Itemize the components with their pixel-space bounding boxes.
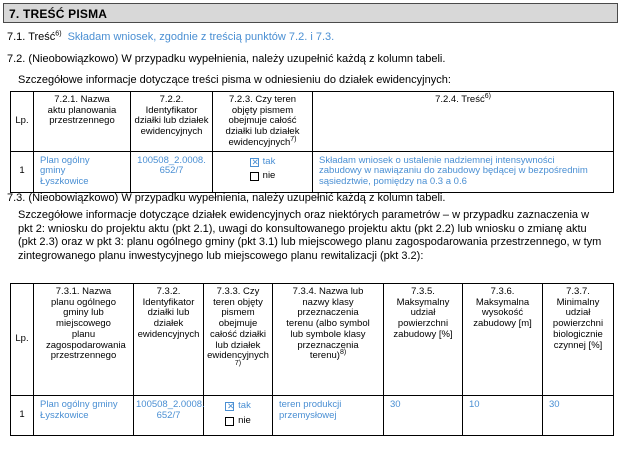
field-7-1-value: Składam wniosek, zgodnie z treścią punktów 7.2. i 7.3.: [67, 31, 335, 43]
col-header-7-2-4: 7.2.4. Treść$^{6)}$: [313, 92, 614, 152]
checkbox-checked-icon[interactable]: [225, 402, 234, 411]
footnote-6-marker: 6): [484, 92, 491, 100]
footnote-7-marker: 7): [234, 359, 242, 367]
cell-whole-parcel: [204, 396, 273, 436]
table-7-2-header-row: [11, 92, 614, 152]
table-7-3-row: [11, 396, 614, 436]
section-7-header-band: [3, 3, 618, 23]
footnote-8-marker: 8): [339, 349, 347, 357]
checkbox-unchecked-icon[interactable]: [225, 417, 234, 426]
cell-content: Składam wniosek o ustalenie nadziemnej intensywności zabudowy w nawiązaniu do zabudowy będącej w bezpośrednim sąsiedztwie, pomiędzy na 0.3 a 0.6: [313, 151, 614, 192]
section-title: 7. TREŚĆ PISMA: [9, 7, 108, 21]
cell-parcel-id: 100508_2.0008. 652/7: [134, 396, 204, 436]
checkbox-tak-label: tak: [262, 155, 276, 167]
col-header-lp: Lp.: [11, 284, 34, 396]
col-header-7-3-4: 7.3.4. Nazwa lub nazwy klasy przeznaczenia terenu (albo symbol lub symbole klasy przeznaczenia terenu)$^{8)}$: [273, 284, 384, 396]
col-header-7-3-5: 7.3.5. Maksymalny udział powierzchni zabudowy [%]: [384, 284, 463, 396]
col-header-7-3-6: 7.3.6. Maksymalna wysokość zabudowy [m]: [463, 284, 543, 396]
checkbox-row-tak: [215, 157, 310, 168]
table-7-2: [10, 91, 614, 193]
cell-act-name: Plan ogólny gminy Łyszkowice: [34, 151, 131, 192]
checkbox-row-nie: [206, 416, 270, 427]
checkbox-row-nie: [215, 171, 310, 182]
checkbox-unchecked-icon[interactable]: [250, 172, 259, 181]
col-header-7-2-1: 7.2.1. Nazwa aktu planowania przestrzennego: [34, 92, 131, 152]
col-header-7-3-2: 7.3.2. Identyfikator działki lub działek ewidencyjnych: [134, 284, 204, 396]
footnote-6-marker: 6): [55, 30, 62, 38]
checkbox-row-tak: [206, 401, 270, 412]
col-header-7-2-3: 7.2.3. Czy teren objęty pismem obejmuje całość działki lub działek ewidencyjnych$^{7)}$: [213, 92, 313, 152]
table-7-3-intro: Szczegółowe informacje dotyczące działek ewidencyjnych oraz niektórych parametrów – w przypadku zaznaczenia w pkt 2: wniosku do projektu aktu (pkt 2.1), uwagi do konsultowanego projektu aktu (pkt 2.2) lub wniosku o zmianę aktu (pkt 2.3) oraz w pkt 3: planu ogólnego gminy (pkt 3.1) lub miejscowego planu zagospodarowania przestrzennego, w tym zintegrowanego planu inwestycyjnego lub miejscowego planu rewitalizacji (pkt 3.2):: [18, 209, 602, 262]
col-header-7-3-3: 7.3.3. Czy teren objęty pismem obejmuje całość działki lub działek ewidencyjnych $^{7)}$: [204, 284, 273, 396]
table-7-2-intro: Szczegółowe informacje dotyczące treści pisma w odniesieniu do działek ewidencyjnych:: [18, 74, 451, 86]
field-7-1: [7, 31, 334, 43]
table-7-2-row: [11, 151, 614, 192]
checkbox-nie-label: nie: [238, 414, 251, 426]
cell-lp: 1: [11, 396, 34, 436]
col-header-7-2-2: 7.2.2. Identyfikator działki lub działek ewidencyjnych: [131, 92, 213, 152]
cell-lp: 1: [11, 151, 34, 192]
cell-min-bio: 30: [543, 396, 614, 436]
cell-max-coverage: 30: [384, 396, 463, 436]
footnote-7-marker: 7): [290, 135, 297, 143]
field-7-1-label: 7.1. Treść: [7, 31, 56, 43]
col-header-7-3-7: 7.3.7. Minimalny udział powierzchni biologicznie czynnej [%]: [543, 284, 614, 396]
checkbox-checked-icon[interactable]: [250, 158, 259, 167]
table-7-3: [10, 283, 614, 436]
table-7-3-header-row: [11, 284, 614, 396]
checkbox-nie-label: nie: [262, 170, 276, 182]
cell-whole-parcel: [213, 151, 313, 192]
checkbox-tak-label: tak: [238, 400, 251, 411]
cell-plan-name: Plan ogólny gminy Łyszkowice: [34, 396, 134, 436]
cell-max-height: 10: [463, 396, 543, 436]
instruction-7-2: 7.2. (Nieobowiązkowo) W przypadku wypełnienia, należy uzupełnić każdą z kolumn tabeli.: [7, 53, 446, 65]
col-header-7-3-1: 7.3.1. Nazwa planu ogólnego gminy lub miejscowego planu zagospodarowania przestrzennego: [34, 284, 134, 396]
instruction-7-3: 7.3. (Nieobowiązkowo) W przypadku wypełnienia, należy uzupełnić każdą z kolumn tabeli.: [7, 192, 446, 204]
col-header-lp: Lp.: [11, 92, 34, 152]
cell-land-use: teren produkcji przemysłowej: [273, 396, 384, 436]
cell-parcel-id: 100508_2.0008. 652/7: [131, 151, 213, 192]
